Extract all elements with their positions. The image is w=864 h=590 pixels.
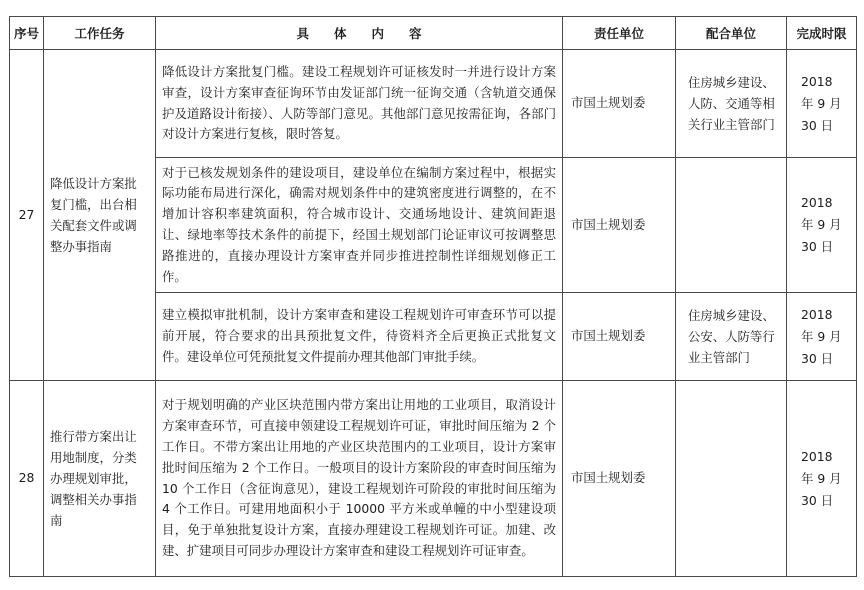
responsible-unit-cell: 市国土规划委 bbox=[563, 158, 676, 293]
cooperating-unit-cell bbox=[676, 158, 787, 293]
content-cell: 对于规划明确的产业区块范围内带方案出让用地的工业项目，取消设计方案审查环节，可直接申领建设工程规划许可证，审批时间压缩为 2 个工作日。不带方案出让用地的产业区块范围内的工业项目，设计方案审批时间压缩为 2 个工作日。一般项目的设计方案阶段的审查时间压缩为 10 个工作日（含征询意见），建设工程规划许可阶段的审批时间压缩为 4 个工作日。可建用地面积小于 10000 平方米或单幢的中小型建设项目，免于单独批复设计方案，直接办理建设工程规划许可证。加建、改建、扩建项目可同步办理设计方案审查和建设工程规划许可证审查。 bbox=[156, 381, 563, 577]
cooperating-unit-cell bbox=[676, 381, 787, 577]
header-cooperating-unit: 配合单位 bbox=[676, 17, 787, 50]
row-task: 推行带方案出让用地制度，分类办理规划审批，调整相关办事指南 bbox=[44, 381, 156, 577]
row-seq: 28 bbox=[10, 381, 44, 577]
responsible-unit-cell: 市国土规划委 bbox=[563, 381, 676, 577]
header-deadline: 完成时限 bbox=[787, 17, 857, 50]
content-cell: 降低设计方案批复门槛。建设工程规划许可证核发时一并进行设计方案审查，设计方案审查征询环节由发证部门统一征询交通（含轨道交通保护及道路设计衔接）、人防等部门意见。其他部门意见按需征询，各部门对设计方案进行复核，限时答复。 bbox=[156, 50, 563, 158]
deadline-cell: 2018 年 9 月 30 日 bbox=[787, 293, 857, 381]
cooperating-unit-cell: 住房城乡建设、公安、人防等行业主管部门 bbox=[676, 293, 787, 381]
table-row bbox=[10, 381, 857, 577]
responsible-unit-cell: 市国土规划委 bbox=[563, 50, 676, 158]
content-cell: 建立模拟审批机制，设计方案审查和建设工程规划许可审查环节可以提前开展，符合要求的出具预批复文件，待资料齐全后更换正式批复文件。建设单位可凭预批复文件提前办理其他部门审批手续。 bbox=[156, 293, 563, 381]
header-seq: 序号 bbox=[10, 17, 44, 50]
header-content: 具 体 内 容 bbox=[156, 17, 563, 50]
table-row bbox=[10, 50, 857, 158]
row-seq: 27 bbox=[10, 50, 44, 381]
cooperating-unit-cell: 住房城乡建设、人防、交通等相关行业主管部门 bbox=[676, 50, 787, 158]
header-responsible-unit: 责任单位 bbox=[563, 17, 676, 50]
responsible-unit-cell: 市国土规划委 bbox=[563, 293, 676, 381]
row-task: 降低设计方案批复门槛，出台相关配套文件或调整办事指南 bbox=[44, 50, 156, 381]
deadline-cell: 2018 年 9 月 30 日 bbox=[787, 158, 857, 293]
content-cell: 对于已核发规划条件的建设项目，建设单位在编制方案过程中，根据实际功能布局进行深化，确需对规划条件中的建筑密度进行调整的，在不增加计容积率建筑面积，符合城市设计、交通场地设计、建筑间距退让、绿地率等技术条件的前提下，经国土规划部门论证审议可按调整思路推进的，直接办理设计方案审查并同步推进控制性详细规划修正工作。 bbox=[156, 158, 563, 293]
deadline-cell: 2018 年 9 月 30 日 bbox=[787, 50, 857, 158]
header-task: 工作任务 bbox=[44, 17, 156, 50]
policy-task-table bbox=[9, 16, 857, 577]
deadline-cell: 2018 年 9 月 30 日 bbox=[787, 381, 857, 577]
table-header-row bbox=[10, 17, 857, 50]
